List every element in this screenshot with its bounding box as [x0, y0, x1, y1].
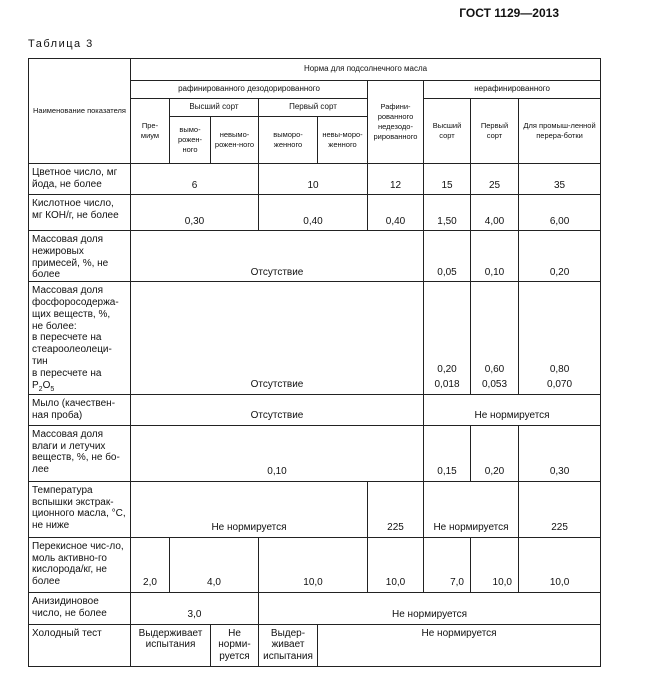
cell-color-unref-highest: 15: [424, 164, 471, 195]
table-row: [29, 195, 601, 231]
phos-line: щих веществ, %,: [32, 308, 111, 320]
header-norm: Норма для подсолнечного масла: [131, 59, 601, 81]
cell-moisture-unref-highest: 0,15: [424, 425, 471, 481]
header-highest-grade: Высший сорт: [170, 99, 259, 117]
row-name-cold-test: Холодный тест: [29, 624, 131, 666]
phos-line: фосфоросодержа-: [32, 296, 119, 308]
standard-number: ГОСТ 1129—2013: [459, 6, 559, 20]
table-row: [29, 624, 601, 666]
header-indicator-name: Наименование показателя: [29, 59, 131, 164]
row-name-nonfat: Массовая доля нежировых примесей, %, не более: [29, 231, 131, 282]
cell-moisture-industrial: 0,30: [519, 425, 601, 481]
header-industrial: Для промыш-ленной перера-ботки: [519, 99, 601, 164]
specification-table: [28, 58, 601, 667]
header-highest-not-frozen: невымо-рожен-ного: [211, 117, 259, 164]
cell-soap-absent: Отсутствие: [131, 394, 424, 425]
cell-cold-withstands-highest: Выдерживает испытания: [131, 624, 211, 666]
cell-cold-not-normed-highest: Не норми-руется: [211, 624, 259, 666]
p2o5-formula: [32, 380, 127, 394]
cell-flash-not-normed-unref: Не нормируется: [424, 481, 519, 537]
header-unrefined-highest: Высший сорт: [424, 99, 471, 164]
cell-color-highest: 6: [131, 164, 259, 195]
cell-peroxide-highest: 4,0: [170, 537, 259, 592]
cell-acid-industrial: 6,00: [519, 195, 601, 231]
cell-moisture-unref-first: 0,20: [471, 425, 519, 481]
cell-acid-unref-highest: 1,50: [424, 195, 471, 231]
cell-moisture-refined: 0,10: [131, 425, 424, 481]
header-first-grade: Первый сорт: [259, 99, 368, 117]
cell-phos-absent: Отсутствие: [131, 282, 424, 395]
cell-peroxide-premium: 2,0: [131, 537, 170, 592]
table-title: Таблица 3: [28, 38, 94, 50]
cell-nonfat-industrial: 0,20: [519, 231, 601, 282]
cell-peroxide-nondeod: 10,0: [368, 537, 424, 592]
row-name-anisidine: Анизидиновое число, не более: [29, 592, 131, 624]
cell-color-first: 10: [259, 164, 368, 195]
header-premium: Пре-миум: [131, 99, 170, 164]
phos-a4: 0,20: [437, 363, 457, 375]
table-row: [29, 537, 601, 592]
cell-phos-industrial: [519, 282, 601, 395]
phos-a6: 0,80: [549, 363, 570, 375]
cell-acid-first: 0,40: [259, 195, 368, 231]
table-row: [29, 394, 601, 425]
header-highest-frozen: вымо-рожен-ного: [170, 117, 211, 164]
cell-color-industrial: 35: [519, 164, 601, 195]
phos-line: стеароолеолеци-: [32, 344, 112, 356]
row-name-color: Цветное число, мг йода, не более: [29, 164, 131, 195]
header-unrefined-first: Первый сорт: [471, 99, 519, 164]
row-name-moisture: Массовая доля влаги и летучих веществ, %, не бо-лее: [29, 425, 131, 481]
cell-nonfat-absent: Отсутствие: [131, 231, 424, 282]
cell-peroxide-first: 10,0: [259, 537, 368, 592]
header-first-not-frozen: невы-моро-женного: [318, 117, 368, 164]
cell-cold-withstands-first: Выдер-живает испытания: [259, 624, 318, 666]
p2o5-sub-5: 5: [50, 385, 55, 393]
cell-anisidine-refined: 3,0: [131, 592, 259, 624]
cell-nonfat-unref-first: 0,10: [471, 231, 519, 282]
cell-phos-unref-first: [471, 282, 519, 395]
cell-acid-nondeod: 0,40: [368, 195, 424, 231]
header-refined-deodorized: рафинированного дезодорированного: [131, 81, 368, 99]
row-name-flash: Температура вспышки экстрак-ционного масла, °С, не ниже: [29, 481, 131, 537]
phos-b4: 0,018: [434, 379, 460, 391]
header-first-frozen: выморо-женного: [259, 117, 318, 164]
row-name-soap: Мыло (качествен-ная проба): [29, 394, 131, 425]
table-row: [29, 231, 601, 282]
phos-line-p2o5: [32, 368, 127, 380]
cell-cold-not-normed-rest: Не нормируется: [318, 624, 601, 666]
phos-line: Массовая доля: [32, 285, 104, 297]
cell-flash-nondeod: 225: [368, 481, 424, 537]
table-row: [29, 164, 601, 195]
phos-line: в пересчете на: [32, 332, 102, 344]
row-name-phosphorus: [29, 282, 131, 395]
cell-color-nondeod: 12: [368, 164, 424, 195]
table-row: [29, 592, 601, 624]
cell-soap-not-normed: Не нормируется: [424, 394, 601, 425]
cell-nonfat-unref-highest: 0,05: [424, 231, 471, 282]
cell-color-unref-first: 25: [471, 164, 519, 195]
phos-line: тин: [32, 355, 48, 367]
header-refined-nondeodorized: Рафини-рованного недезодо-рированного: [368, 81, 424, 164]
cell-phos-unref-highest: [424, 282, 471, 395]
cell-flash-not-normed-refined: Не нормируется: [131, 481, 368, 537]
table-row: [29, 481, 601, 537]
phos-p2o5-text: в пересчете на: [32, 367, 102, 379]
cell-acid-unref-first: 4,00: [471, 195, 519, 231]
header-unrefined: нерафинированного: [424, 81, 601, 99]
cell-peroxide-unref-first: 10,0: [471, 537, 519, 592]
p2o5-p: P: [32, 379, 39, 391]
phos-a5: 0,60: [484, 363, 505, 375]
phos-b6: 0,070: [547, 379, 573, 391]
cell-acid-highest: 0,30: [131, 195, 259, 231]
p2o5-o: O: [42, 379, 51, 391]
cell-flash-industrial: 225: [519, 481, 601, 537]
phos-line: не более:: [32, 320, 77, 332]
cell-anisidine-not-normed: Не нормируется: [259, 592, 601, 624]
phos-b5: 0,053: [481, 379, 508, 391]
row-name-peroxide: Перекисное чис-ло, моль активно-го кислорода/кг, не более: [29, 537, 131, 592]
p2o5-sub-2: 2: [38, 385, 43, 393]
table-row: [29, 282, 601, 395]
table-row: [29, 425, 601, 481]
row-name-acid: Кислотное число, мг КОН/г, не более: [29, 195, 131, 231]
cell-peroxide-unref-highest: 7,0: [424, 537, 471, 592]
cell-peroxide-industrial: 10,0: [519, 537, 601, 592]
